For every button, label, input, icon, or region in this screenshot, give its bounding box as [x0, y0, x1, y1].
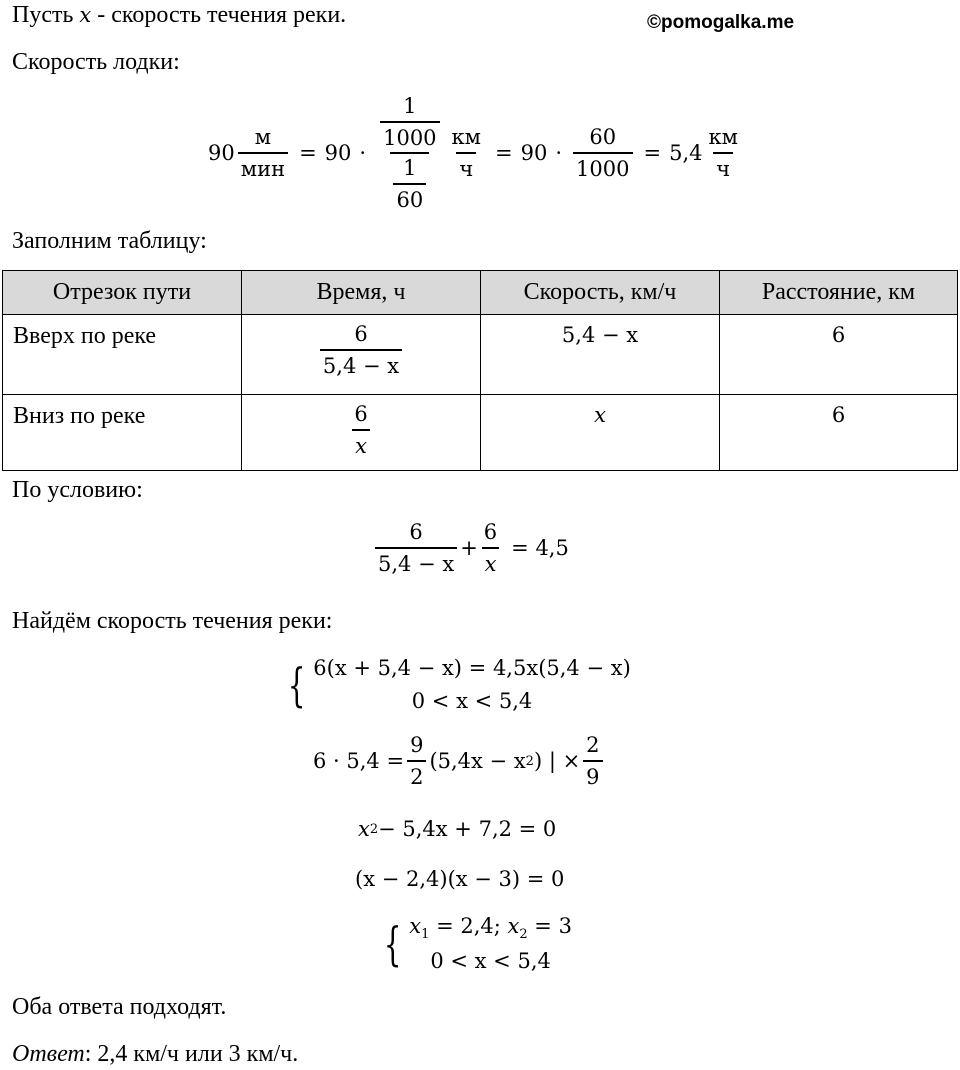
- speed-conversion-formula: [208, 95, 744, 211]
- system-2-line-1: $x_1 = 2,4$; $x_2 = 3$: [409, 914, 572, 942]
- fraction-60-per-1000: [573, 126, 632, 180]
- fraction-m-per-min: [238, 126, 288, 180]
- data-table: [2, 270, 958, 471]
- left-brace: {: [383, 916, 402, 971]
- one: 1: [403, 156, 417, 181]
- equation-denominator: x: [482, 547, 500, 575]
- condition-equation: [372, 521, 569, 575]
- time-denominator: x: [352, 429, 370, 457]
- value-90: 90: [324, 141, 352, 166]
- find-label: Найдём скорость течения реки:: [12, 608, 333, 634]
- distance-cell: 6: [720, 395, 958, 471]
- fraction-denominator: 9: [583, 760, 602, 788]
- compound-denominator: [390, 152, 429, 211]
- equals-sign: =: [299, 141, 317, 166]
- left-brace: {: [287, 657, 306, 712]
- header-speed: Скорость, км/ч: [481, 271, 720, 315]
- step-4: [355, 867, 564, 891]
- exponent: 2: [369, 821, 379, 837]
- segment-cell: Вниз по реке: [3, 395, 242, 471]
- fraction-km-per-h: [706, 126, 741, 180]
- speed-cell: 5,4 − x: [481, 315, 720, 395]
- step-2-close: ) | ×: [533, 749, 581, 774]
- value-90: 90: [208, 141, 235, 166]
- step-4-text: (x − 2,4)(x − 3) = 0: [355, 867, 565, 891]
- speed-cell: x: [481, 395, 720, 471]
- answer-line: [12, 1042, 298, 1066]
- time-cell: [242, 315, 481, 395]
- unit-m: м: [254, 125, 272, 150]
- value-60: 60: [589, 125, 617, 150]
- equation-rhs: = 4,5: [511, 536, 569, 561]
- step-3-x: x: [358, 817, 370, 841]
- compound-fraction: [377, 95, 442, 211]
- table-row: [3, 395, 958, 471]
- system-2: [378, 910, 572, 978]
- distance-cell: 6: [720, 315, 958, 395]
- step-2: [313, 734, 606, 788]
- unit-km: км: [451, 125, 482, 150]
- equation-denominator: 5,4 − x: [375, 547, 457, 575]
- answer-label: Ответ: [12, 1041, 85, 1067]
- time-denominator: 5,4 − x: [320, 349, 402, 377]
- boat-speed-label: Скорость лодки:: [12, 49, 180, 75]
- multiply-dot: ·: [359, 141, 367, 166]
- one: 1: [403, 94, 417, 118]
- unit-h: ч: [456, 152, 476, 180]
- header-time: Время, ч: [242, 271, 481, 315]
- unit-min: мин: [238, 152, 288, 180]
- equation-numerator: 6: [409, 520, 423, 544]
- unit-km: км: [708, 125, 738, 150]
- time-numerator: 6: [354, 322, 368, 346]
- table-header-row: [3, 271, 958, 315]
- value-1000: 1000: [573, 152, 632, 180]
- intro-variable: x: [79, 3, 92, 27]
- value-1000: 1000: [380, 121, 439, 149]
- plus-sign: +: [460, 536, 478, 561]
- table-row: [3, 315, 958, 395]
- unit-h: ч: [713, 152, 733, 180]
- intro-prefix: Пусть: [12, 2, 80, 28]
- fill-table-label: Заполним таблицу:: [12, 228, 207, 254]
- step-2-middle: (5,4x − x: [429, 749, 526, 774]
- system-1-line-1: 6(x + 5,4 − x) = 4,5x(5,4 − x): [313, 656, 631, 680]
- segment-cell: Вверх по реке: [3, 315, 242, 395]
- multiply-dot: ·: [555, 141, 563, 166]
- equals-sign: =: [643, 141, 662, 166]
- fraction-denominator: 2: [407, 760, 426, 788]
- result-value: 5,4: [669, 141, 703, 166]
- header-segment: Отрезок пути: [3, 271, 242, 315]
- value-90: 90: [520, 141, 548, 166]
- time-numerator: 6: [354, 402, 368, 426]
- step-2-lhs: 6 · 5,4 =: [313, 749, 405, 774]
- intro-suffix: - скорость течения реки.: [91, 2, 347, 28]
- step-3-rest: − 5,4x + 7,2 = 0: [378, 817, 557, 841]
- fraction-numerator: 2: [586, 733, 600, 757]
- equation-numerator: 6: [483, 520, 498, 544]
- time-cell: [242, 395, 481, 471]
- system-2-line-2: 0 < x < 5,4: [430, 949, 551, 974]
- equals-sign: =: [495, 141, 513, 166]
- intro-line: [12, 3, 346, 27]
- system-1-line-2: 0 < x < 5,4: [411, 688, 533, 713]
- watermark: ©pomogalka.me: [647, 12, 795, 33]
- system-1: [282, 652, 631, 717]
- fraction-numerator: 9: [410, 733, 424, 757]
- value-60: 60: [393, 183, 426, 211]
- answer-text: : 2,4 км/ч или 3 км/ч.: [84, 1041, 299, 1067]
- condition-label: По условию:: [12, 477, 143, 503]
- header-distance: Расстояние, км: [720, 271, 958, 315]
- both-fit-text: Оба ответа подходят.: [12, 994, 227, 1020]
- fraction-km-per-h: [449, 126, 484, 180]
- compound-numerator: [377, 95, 442, 152]
- exponent: 2: [525, 753, 534, 769]
- step-3: [358, 817, 556, 841]
